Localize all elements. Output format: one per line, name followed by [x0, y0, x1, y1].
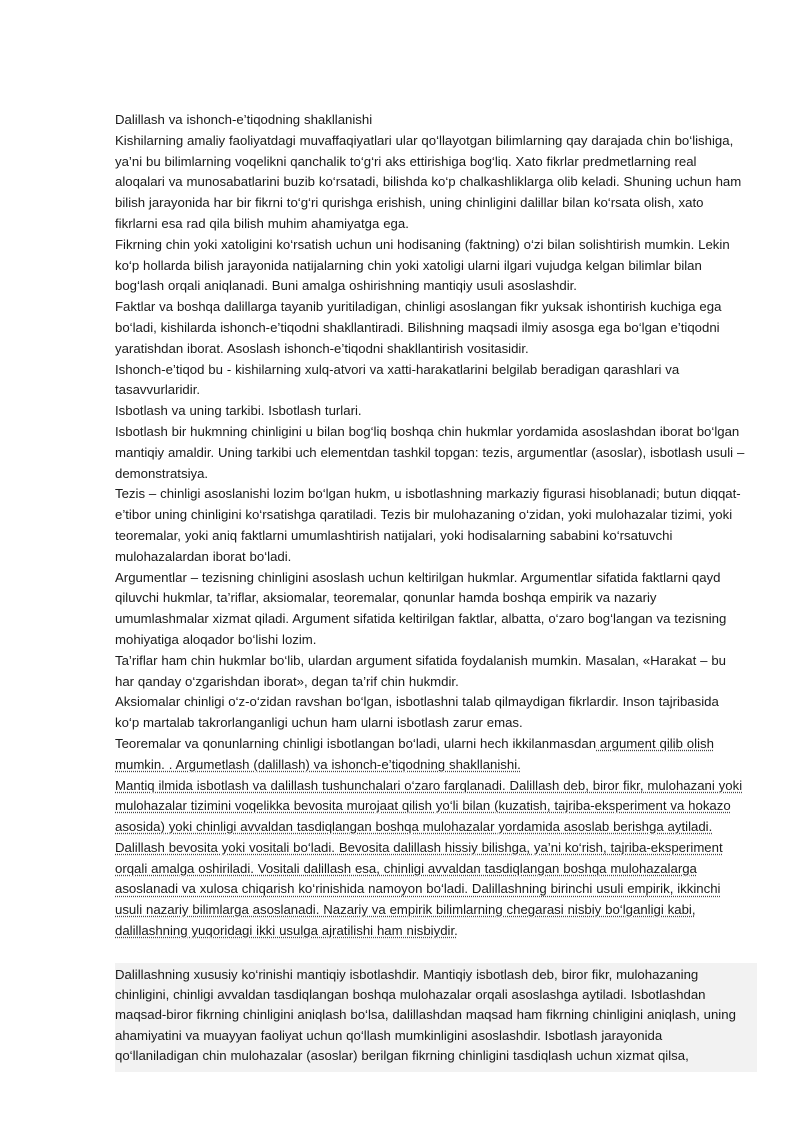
paragraph: Faktlar va boshqa dalillarga tayanib yuritiladigan, chinligi asoslangan fikr yuksak ishontirish kuchiga ega bo‘ladi, kishilarda ishonch-e’tiqodni shakllantiradi. Bilishning maqsadi ilmiy asosga ega bo‘lgan e’tiqodni yaratishdan iborat. Asoslash ishonch-e’tiqodni shakllantirish vositasidir.	[115, 299, 722, 356]
underlined-paragraph: Mantiq ilmida isbotlash va dalillash tushunchalari o‘zaro farqlanadi. Dalillash deb, biror fikr, mulohazani yoki mulohazalar tizimini voqelikka bevosita murojaat qilish yo‘li bilan (kuzatish, tajriba-eksperiment va hokazo asosida) yoki chinligi avvaldan tasdiqlangan boshqa mulohazalar yordamida asoslab berishga aytiladi. Dalillash bevosita yoki vositali bo‘ladi. Bevosita dalillash hissiy bilishga, ya’ni ko‘rish, tajriba-eksperiment orqali amalga oshiriladi. Vositali dalillash esa, chinligi avvaldan tasdiqlangan boshqa mulohazalarga asoslanadi va xulosa chiqarish ko‘rinishida namoyon bo‘ladi. Dalillashning birinchi usuli empirik, ikkinchi usuli nazariy bilimlarga asoslanadi. Nazariy va empirik bilimlarning chegarasi nisbiy bo‘lganligi kabi, dalillashning yuqoridagi ikki usulga ajratilishi ham nisbiydir.	[115, 777, 743, 939]
paragraph-gap	[115, 942, 745, 963]
paragraph: Ta’riflar ham chin hukmlar bo‘lib, ulardan argument sifatida foydalanish mumkin. Masalan, «Harakat – bu har qanday o‘zgarishdan iborat», degan ta’rif chin hukmdir.	[115, 652, 726, 689]
shaded-paragraph: Dalillashning xususiy ko‘rinishi mantiqiy isbotlashdir. Mantiqiy isbotlash deb, biror fikr, mulohazaning chinligini, chinligi avvaldan tasdiqlangan boshqa mulohazalar orqali asoslashga aytiladi. Isbotlashdan maqsad-biror fikrning chinligini aniqlash bo‘lsa, dalillashdan maqsad ham fikrning chinligini aniqlash, uning ahamiyatini va muayyan faoliyat uchun qo‘llash mumkinligini asoslashdir. Isbotlash jarayonida qo‘llaniladigan chin mulohazalar (asoslar) berilgan fikrning chinligini tasdiqlash uchun xizmat qilsa,	[115, 966, 736, 1064]
mixed-paragraph	[115, 734, 745, 776]
shaded-block	[115, 963, 757, 1072]
paragraph: Fikrning chin yoki xatoligini ko‘rsatish uchun uni hodisaning (faktning) o‘zi bilan solishtirish mumkin. Lekin ko‘p hollarda bilish jarayonida natijalarning chin yoki xatoligi ularni ilgari vujudga kelgan bilimlar bilan bog‘lash orqali aniqlanadi. Buni amalga oshirishning mantiqiy usuli asoslashdir.	[115, 236, 730, 294]
paragraph: Kishilarning amaliy faoliyatdagi muvaffaqiyatlari ular qo‘llayotgan bilimlarning qay darajada chin bo‘lishiga, ya’ni bu bilimlarning voqelikni qanchalik to‘g‘ri aks ettirishiga bog‘liq. Xato fikrlar predmetlarning real aloqalari va munosabatlarini buzib ko‘rsatadi, bilishda ko‘p chalkashliklarga olib keladi. Shuning uchun ham bilish jarayonida har bir fikrni to‘g‘ri qurishga erishish, uning chinligini dalillar bilan ko‘rsata olish, xato fikrlarni esa rad qila bilish muhim ahamiyatga ega.	[115, 132, 742, 231]
paragraph: Argumentlar – tezisning chinligini asoslash uchun keltirilgan hukmlar. Argumentlar sifatida faktlarni qayd qiluvchi hukmlar, ta’riflar, aksiomalar, teoremalar, qonunlar hamda boshqa empirik va nazariy umumlashmalar xizmat qiladi. Argument sifatida keltirilgan faktlar, albatta, o‘zaro bog‘langan va tezisning mohiyatiga aloqador bo‘lishi lozim.	[115, 569, 727, 647]
paragraph: Ishonch-e’tiqod bu - kishilarning xulq-atvori va xatti-harakatlarini belgilab beradigan qarashlari va tasavvurlaridir.	[115, 361, 680, 398]
paragraph: Tezis – chinligi asoslanishi lozim bo‘lgan hukm, u isbotlashning markaziy figurasi hisoblanadi; butun diqqat-e’tibor uning chinligini ko‘rsatishga qaratiladi. Tezis bir mulohazaning o‘zidan, yoki mulohazalar tizimi, yoki teoremalar, yoki aniq faktlarni umumlashtirish natijalari, yoki hodisalarning sababini ko‘rsatuvchi mulohazalardan iborat bo‘ladi.	[115, 486, 741, 564]
section-heading: Isbotlash va uning tarkibi. Isbotlash turlari.	[115, 403, 362, 419]
document-title: Dalillash va ishonch-e’tiqodning shakllanishi	[115, 112, 373, 127]
paragraph: Isbotlash bir hukmning chinligini u bilan bog‘liq boshqa chin hukmlar yordamida asoslashdan iborat bo‘lgan mantiqiy amaldir. Uning tarkibi uch elementdan tashkil topgan: tezis, argumentlar (asoslar), isbotlash usuli – demonstratsiya.	[115, 423, 745, 481]
mixed-plain-text: Teoremalar va qonunlarning chinligi isbotlangan bo‘ladi, ularni hech ikkilanmasdan	[115, 735, 597, 751]
mixed-underlined-text: argument qilib olish mumkin. . Argumetlash (dalillash) va ishonch-e’tiqodning shakllanishi.	[115, 735, 714, 772]
paragraph: Aksiomalar chinligi o‘z-o‘zidan ravshan bo‘lgan, isbotlashni talab qilmaydigan fikrlardir. Inson tajribasida ko‘p martalab takrorlanganligi uchun ham ularni isbotlash zarur emas.	[115, 694, 719, 731]
